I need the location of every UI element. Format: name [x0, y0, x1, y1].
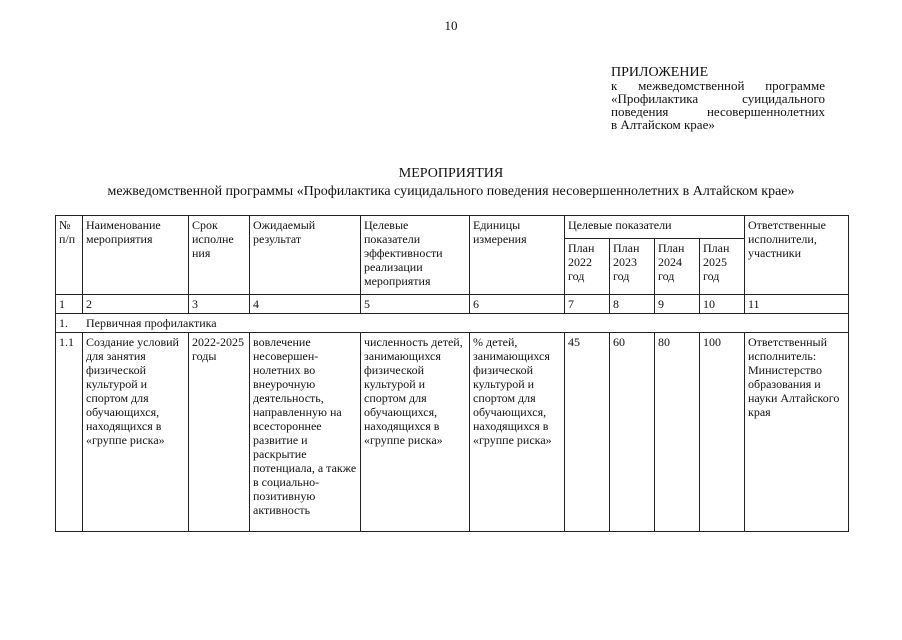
row-indicator: численность детей, занимающихся физической культурой и спортом для обучающихся, находящихся в «группе риска»: [361, 333, 470, 532]
column-number: 3: [189, 295, 250, 314]
header-name: Наименование мероприятия: [83, 216, 189, 295]
column-number: 11: [745, 295, 849, 314]
row-responsible: Ответственный исполнитель: Министерство образования и науки Алтайского края: [745, 333, 849, 532]
header-indicators: Целевые показатели эффективности реализации мероприятия: [361, 216, 470, 295]
document-subtitle: межведомственной программы «Профилактика суицидального поведения несовершеннолетних в Алтайском крае»: [107, 184, 795, 199]
table-header-row: [56, 216, 849, 239]
appendix-line: поведения несовершеннолетних: [611, 104, 825, 119]
header-plan-2024: План 2024 год: [655, 238, 700, 294]
header-result: Ожидаемый результат: [250, 216, 361, 295]
row-term: 2022-2025 годы: [189, 333, 250, 532]
appendix-line: к межведомственной программе: [611, 78, 825, 93]
header-num: № п/п: [56, 216, 83, 295]
header-targets: Целевые показатели: [565, 216, 745, 239]
appendix-heading: ПРИЛОЖЕНИЕ: [611, 65, 709, 80]
row-plan-2025: 100: [700, 333, 745, 532]
column-number: 2: [83, 295, 189, 314]
header-term: Срок исполне ния: [189, 216, 250, 295]
header-units: Единицы измерения: [470, 216, 565, 295]
appendix-block: [611, 66, 825, 131]
header-plan-2022: План 2022 год: [565, 238, 610, 294]
column-number: 6: [470, 295, 565, 314]
column-number-row: [56, 295, 849, 314]
measures-table: [55, 215, 849, 532]
column-number: 10: [700, 295, 745, 314]
column-number: 5: [361, 295, 470, 314]
header-responsible: Ответственные исполнители, участники: [745, 216, 849, 295]
section-row: [56, 314, 849, 333]
row-plan-2023: 60: [610, 333, 655, 532]
header-plan-2023: План 2023 год: [610, 238, 655, 294]
header-plan-2025: План 2025 год: [700, 238, 745, 294]
row-name: Создание условий для занятия физической культурой и спортом для обучающихся, находящихся в «группе риска»: [83, 333, 189, 532]
column-number: 8: [610, 295, 655, 314]
row-plan-2024: 80: [655, 333, 700, 532]
row-unit: % детей, занимающихся физической культурой и спортом для обучающихся, находящихся в «группе риска»: [470, 333, 565, 532]
column-number: 9: [655, 295, 700, 314]
column-number: 7: [565, 295, 610, 314]
row-plan-2022: 45: [565, 333, 610, 532]
column-number: 1: [56, 295, 83, 314]
table-row: [56, 333, 849, 532]
row-result: вовлечение несовершен-нолетних во внеурочную деятельность, направленную на всестороннее развитие и раскрытие потенциала, а также в социально-позитивную активность: [250, 333, 361, 532]
appendix-line: «Профилактика суицидального: [611, 91, 825, 106]
row-num: 1.1: [56, 333, 83, 532]
column-number: 4: [250, 295, 361, 314]
appendix-line: в Алтайском крае»: [611, 117, 715, 132]
page-number: 10: [444, 18, 458, 33]
section-title: 1. Первичная профилактика: [56, 314, 849, 333]
document-title: МЕРОПРИЯТИЯ: [398, 166, 504, 181]
